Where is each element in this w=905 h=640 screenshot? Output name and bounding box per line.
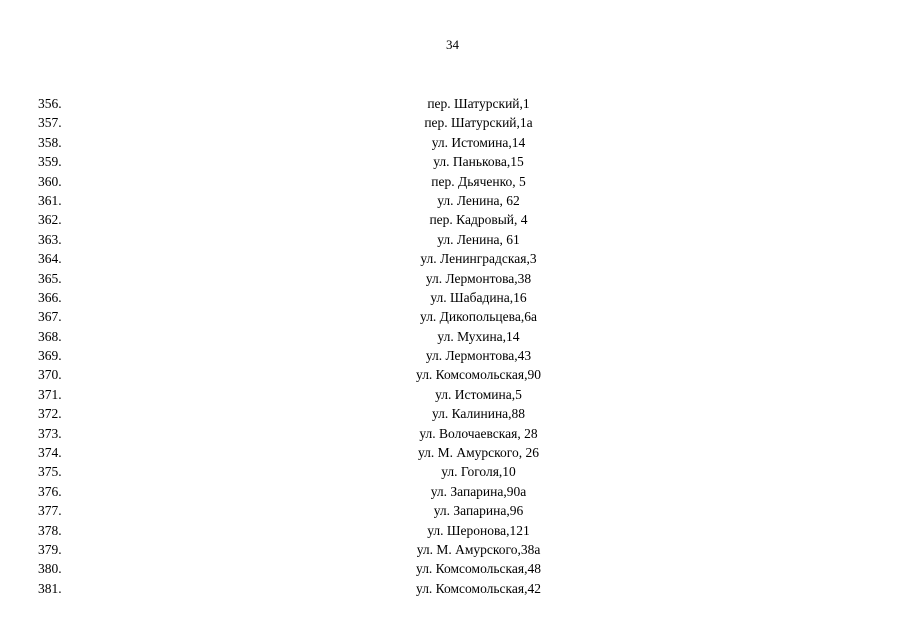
- item-number: 378.: [38, 522, 62, 538]
- list-item: [0, 94, 905, 113]
- item-address: ул. Лермонтова,38: [425, 270, 532, 286]
- item-address: пер. Шатурский,1: [427, 96, 530, 111]
- item-address: ул. Панькова,15: [433, 154, 524, 170]
- list-item: [0, 249, 905, 268]
- item-address: ул. Ленина, 62: [437, 192, 520, 208]
- item-address: ул. М. Амурского, 26: [417, 445, 539, 461]
- item-number: 362.: [38, 212, 62, 228]
- item-address: ул. Запарина,90а: [430, 483, 527, 499]
- item-number: 373.: [38, 425, 62, 441]
- list-item: [0, 501, 905, 520]
- item-address: ул. Ленинградская,3: [420, 251, 537, 267]
- item-address: ул. Дикопольцева,6а: [420, 309, 537, 325]
- item-number: 376.: [38, 483, 62, 499]
- item-number: 367.: [38, 309, 62, 325]
- item-address: ул. Истомина,5: [435, 386, 522, 402]
- list-item: [0, 540, 905, 559]
- item-number: 375.: [38, 464, 62, 480]
- item-number: 363.: [38, 231, 62, 247]
- item-number: 364.: [38, 251, 62, 267]
- item-address: пер. Дьяченко, 5: [431, 173, 526, 189]
- item-address: ул. Истомина,14: [431, 134, 526, 150]
- item-number: 368.: [38, 328, 62, 344]
- list-item: [0, 191, 905, 210]
- item-number: 357.: [38, 115, 62, 131]
- item-number: 377.: [38, 503, 62, 519]
- list-item: [0, 521, 905, 540]
- item-number: 371.: [38, 386, 62, 402]
- list-item: [0, 307, 905, 326]
- list-item: [0, 210, 905, 229]
- item-number: 369.: [38, 348, 62, 364]
- list-item: [0, 365, 905, 384]
- page-number: 34: [446, 37, 459, 52]
- item-number: 359.: [38, 154, 62, 170]
- list-item: [0, 269, 905, 288]
- item-number: 358.: [38, 134, 62, 150]
- item-number: 380.: [38, 561, 62, 577]
- list-item: [0, 327, 905, 346]
- item-address: ул. Запарина,96: [433, 503, 524, 519]
- item-address: ул. Волочаевская, 28: [419, 425, 538, 441]
- list-item: [0, 152, 905, 171]
- list-item: [0, 462, 905, 481]
- list-item: [0, 579, 905, 598]
- item-address: ул. Комсомольская,42: [416, 580, 541, 596]
- list-item: [0, 385, 905, 404]
- item-number: 365.: [38, 270, 62, 286]
- item-number: 372.: [38, 406, 62, 422]
- item-address: ул. М. Амурского,38а: [416, 541, 541, 557]
- list-item: [0, 559, 905, 578]
- item-number: 366.: [38, 289, 62, 305]
- item-address: ул. Мухина,14: [437, 328, 520, 344]
- list-item: [0, 133, 905, 152]
- item-number: 379.: [38, 541, 62, 557]
- item-number: 370.: [38, 367, 62, 383]
- list-item: [0, 482, 905, 501]
- item-number: 356.: [38, 96, 62, 111]
- address-list: [0, 94, 905, 598]
- list-item: [0, 230, 905, 249]
- list-item: [0, 113, 905, 132]
- item-address: ул. Ленина, 61: [437, 231, 520, 247]
- list-item: [0, 404, 905, 423]
- list-item: [0, 443, 905, 462]
- item-number: 360.: [38, 173, 62, 189]
- item-address: пер. Шатурский,1а: [424, 115, 533, 131]
- item-address: ул. Шабадина,16: [430, 289, 527, 305]
- list-item: [0, 346, 905, 365]
- list-item: [0, 288, 905, 307]
- item-address: ул. Лермонтова,43: [425, 348, 532, 364]
- item-number: 374.: [38, 445, 62, 461]
- item-number: 361.: [38, 192, 62, 208]
- item-address: ул. Калинина,88: [431, 406, 526, 422]
- item-address: ул. Комсомольская,48: [416, 561, 541, 577]
- list-item: [0, 172, 905, 191]
- list-item: [0, 424, 905, 443]
- item-address: ул. Шеронова,121: [427, 522, 530, 538]
- item-address: ул. Комсомольская,90: [416, 367, 541, 383]
- item-address: пер. Кадровый, 4: [429, 212, 528, 228]
- item-address: ул. Гоголя,10: [441, 464, 516, 480]
- item-number: 381.: [38, 580, 62, 596]
